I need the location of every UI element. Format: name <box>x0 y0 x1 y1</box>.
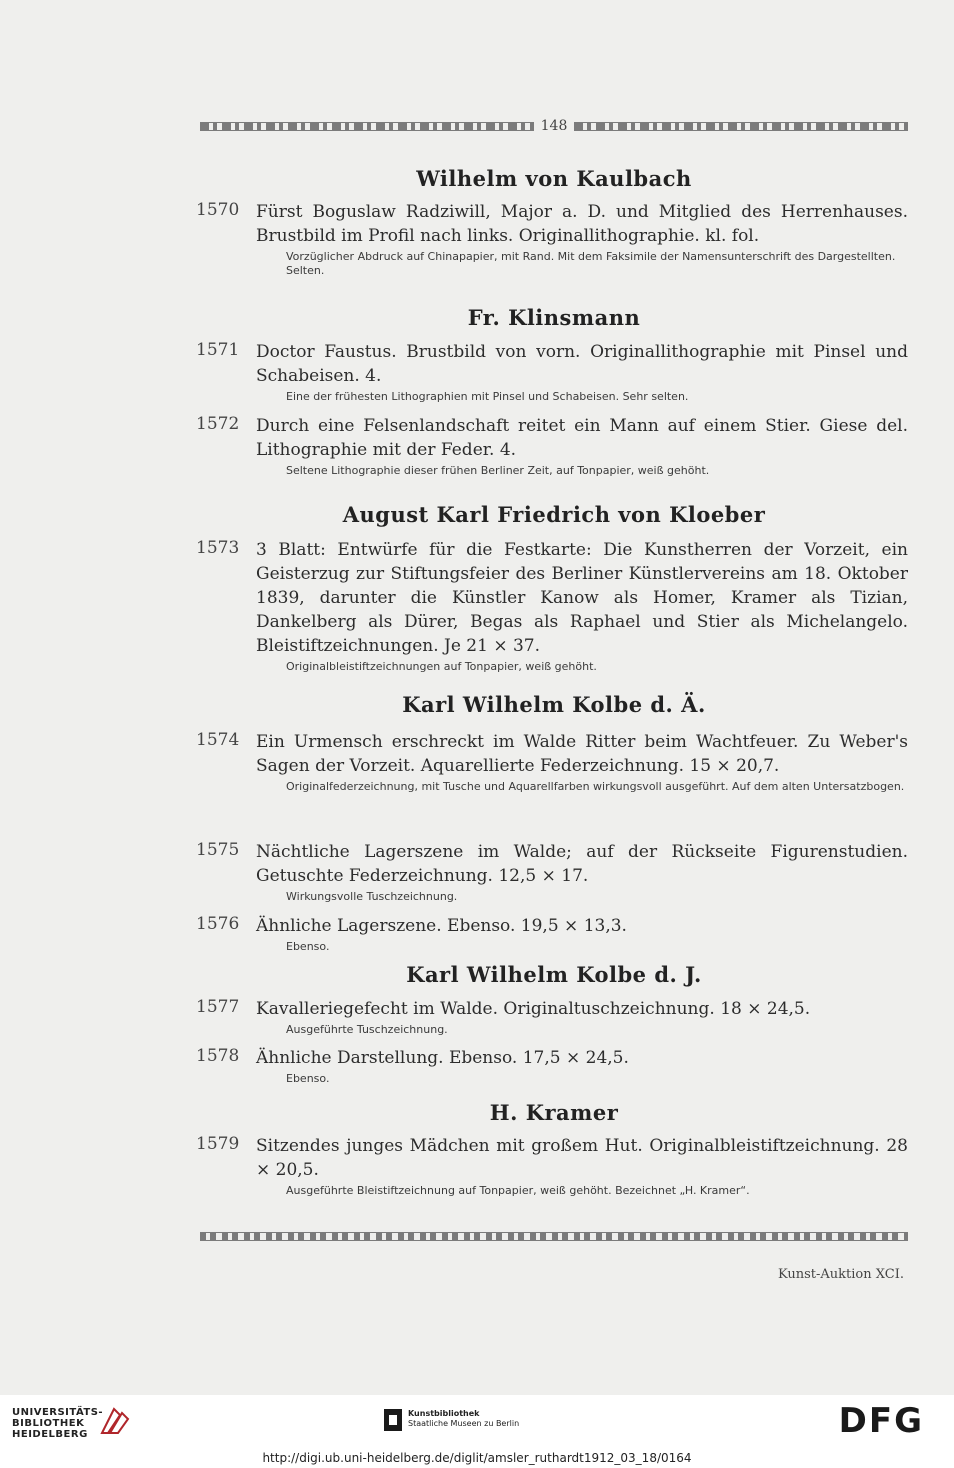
catalogue-entry <box>196 200 908 278</box>
section-heading: Karl Wilhelm Kolbe d. J. <box>406 962 702 987</box>
entry-text: Durch eine Felsenlandschaft reitet ein Mann auf einem Stier. Giese del. Lithographie mit der Feder. 4. <box>256 416 908 460</box>
logo-bar <box>0 1395 954 1445</box>
entry-number: 1571 <box>196 340 240 360</box>
entry-note: Originalbleistiftzeichnungen auf Tonpapier, weiß gehöht. <box>286 660 597 673</box>
catalogue-entry <box>196 1046 908 1086</box>
entry-text: Sitzendes junges Mädchen mit großem Hut. Originalbleistiftzeichnung. 28 × 20,5. <box>256 1136 908 1180</box>
catalogue-entry <box>196 914 908 954</box>
entry-note: Ebenso. <box>286 1072 330 1085</box>
section-heading: Karl Wilhelm Kolbe d. Ä. <box>402 692 706 717</box>
dfg-logo[interactable]: DFG <box>838 1401 924 1441</box>
entry-note: Ausgeführte Tuschzeichnung. <box>286 1023 448 1036</box>
logo-line: HEIDELBERG <box>12 1429 88 1440</box>
catalogue-entry <box>196 730 908 794</box>
ornament-band <box>200 1232 908 1241</box>
entry-number: 1570 <box>196 200 240 220</box>
entry-number: 1573 <box>196 538 240 558</box>
entry-text: Ähnliche Lagerszene. Ebenso. 19,5 × 13,3. <box>256 916 627 936</box>
entry-number: 1579 <box>196 1134 240 1154</box>
entry-text: Ein Urmensch erschreckt im Walde Ritter beim Wachtfeuer. Zu Weber's Sagen der Vorzeit. Aquarellierte Federzeichnung. 15 × 20,7. <box>256 732 908 776</box>
catalogue-signature: Kunst-Auktion XCI. <box>777 1267 904 1282</box>
entry-text: Doctor Faustus. Brustbild von vorn. Originallithographie mit Pinsel und Schabeisen. 4. <box>256 342 908 386</box>
entry-number: 1572 <box>196 414 240 434</box>
catalogue-entry <box>196 538 908 674</box>
bottom-ornament <box>200 1230 908 1242</box>
logo-line: UNIVERSITÄTS- <box>12 1407 104 1418</box>
page-number: 148 <box>540 118 568 134</box>
entry-text: 3 Blatt: Entwürfe für die Festkarte: Die Kunstherren der Vorzeit, ein Geisterzug zur Stiftungsfeier des Berliner Künstlervereins am 18. Oktober 1839, darunter die Künstler Kanow als Homer, Kramer als Tizian, Dankelberg als Dürer, Begas als Raphael und Stier als Michelangelo. Bleistiftzeichnungen. Je 21 × 37. <box>256 540 908 656</box>
entry-note: Ebenso. <box>286 940 330 953</box>
catalogue-entry <box>196 840 908 904</box>
entry-note: Seltene Lithographie dieser frühen Berliner Zeit, auf Tonpapier, weiß gehöht. <box>286 464 710 477</box>
catalogue-entry <box>196 340 908 404</box>
kunstbibliothek-emblem-icon <box>384 1409 402 1431</box>
entry-text: Fürst Boguslaw Radziwill, Major a. D. und Mitglied des Herrenhauses. Brustbild im Profil nach links. Originallithographie. kl. fol. <box>256 202 908 246</box>
entry-number: 1574 <box>196 730 240 750</box>
logo-line: Kunstbibliothek <box>408 1409 480 1418</box>
catalogue-entry <box>196 414 908 478</box>
source-url[interactable]: http://digi.ub.uni-heidelberg.de/diglit/amsler_ruthardt1912_03_18/0164 <box>262 1451 692 1465</box>
entry-text: Ähnliche Darstellung. Ebenso. 17,5 × 24,5. <box>256 1048 629 1068</box>
ornament-band-left <box>200 122 534 131</box>
university-library-logo[interactable] <box>12 1407 103 1440</box>
kunstbibliothek-logo[interactable] <box>408 1409 519 1429</box>
entry-note: Originalfederzeichnung, mit Tusche und Aquarellfarben wirkungsvoll ausgeführt. Auf dem alten Untersatzbogen. <box>286 780 905 793</box>
section-heading: H. Kramer <box>489 1100 619 1125</box>
entry-number: 1578 <box>196 1046 240 1066</box>
entry-note: Eine der frühesten Lithographien mit Pinsel und Schabeisen. Sehr selten. <box>286 390 689 403</box>
catalogue-entry <box>196 1134 908 1198</box>
ornament-band-right <box>574 122 908 131</box>
logo-line: BIBLIOTHEK <box>12 1418 85 1429</box>
entry-number: 1577 <box>196 997 240 1017</box>
entry-text: Nächtliche Lagerszene im Walde; auf der Rückseite Figurenstudien. Getuschte Federzeichnung. 12,5 × 17. <box>256 842 908 886</box>
section-heading: Fr. Klinsmann <box>467 305 641 330</box>
section-heading: August Karl Friedrich von Kloeber <box>342 502 766 527</box>
top-ornament <box>200 120 908 132</box>
catalogue-entry <box>196 997 908 1037</box>
entry-note: Vorzüglicher Abdruck auf Chinapapier, mit Rand. Mit dem Faksimile der Namensunterschrift des Dargestellten. Selten. <box>286 250 896 277</box>
entry-text: Kavalleriegefecht im Walde. Originaltuschzeichnung. 18 × 24,5. <box>256 999 811 1019</box>
university-emblem-icon <box>98 1405 130 1435</box>
entry-note: Ausgeführte Bleistiftzeichnung auf Tonpapier, weiß gehöht. Bezeichnet „H. Kramer“. <box>286 1184 750 1197</box>
section-heading: Wilhelm von Kaulbach <box>416 166 692 191</box>
entry-number: 1575 <box>196 840 240 860</box>
entry-note: Wirkungsvolle Tuschzeichnung. <box>286 890 458 903</box>
logo-line: Staatliche Museen zu Berlin <box>408 1419 520 1428</box>
entry-number: 1576 <box>196 914 240 934</box>
